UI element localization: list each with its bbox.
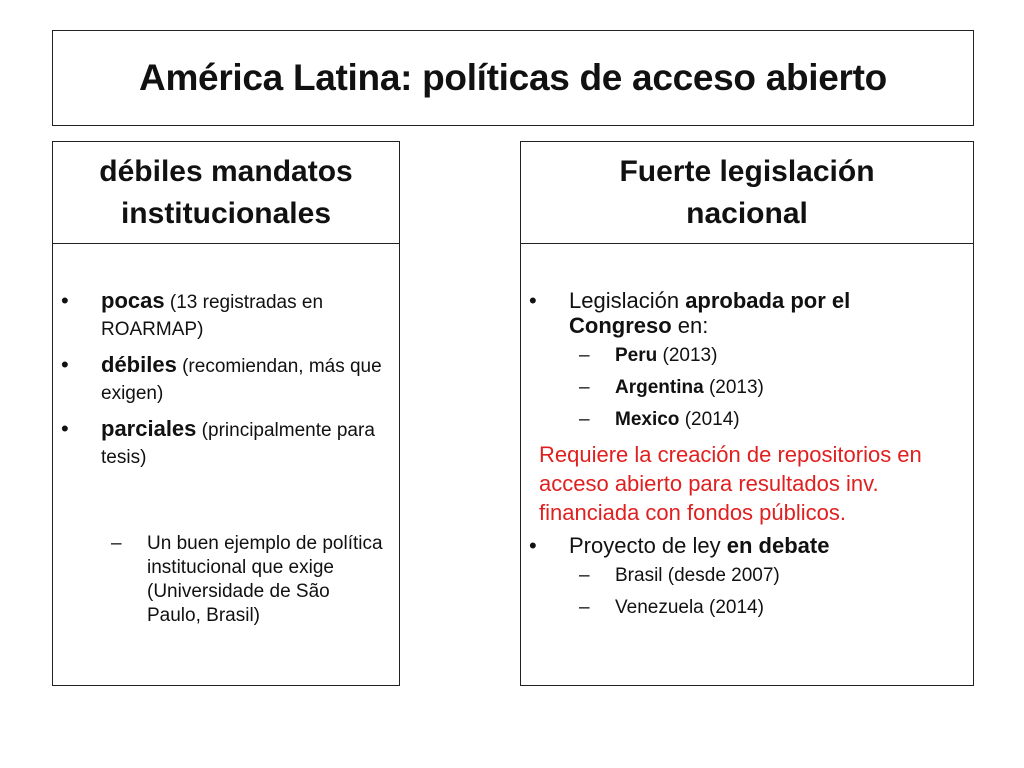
bullet-text: Legislación xyxy=(569,288,686,313)
sub-list-item xyxy=(521,344,957,368)
sub-list-item: – Venezuela (2014) xyxy=(521,596,957,620)
list-item xyxy=(53,288,383,342)
requirement-note: Requiere la creación de repositorios en acceso abierto para resultados inv. financiada con fondos públicos. xyxy=(539,442,922,525)
sub-list-item xyxy=(521,408,957,432)
sub-list-item: – Un buen ejemplo de política institucional que exige (Universidade de São Paulo, Brasil) xyxy=(53,532,383,628)
right-bullet-list xyxy=(521,288,957,338)
bullet-bold-text: pocas xyxy=(101,288,165,313)
list-item xyxy=(521,533,957,558)
list-item xyxy=(53,352,383,406)
bullet-text: Proyecto de ley xyxy=(569,533,727,558)
country-name: Peru xyxy=(615,345,658,366)
country-year: (2014) xyxy=(679,409,740,430)
country-year: (2013) xyxy=(703,377,764,398)
bullet-text: (recomiendan, más que exigen) xyxy=(101,356,382,404)
right-heading-line1: Fuerte legislación xyxy=(619,154,875,188)
right-panel xyxy=(520,141,974,686)
left-bullet-list xyxy=(53,288,383,470)
country-year: (2013) xyxy=(657,345,718,366)
bullet-bold-text: aprobada por el Congreso xyxy=(569,288,851,338)
country-name: Argentina xyxy=(615,377,704,398)
country-name: Mexico xyxy=(615,409,680,430)
sub-list-item xyxy=(521,376,957,400)
left-heading-line1: débiles mandatos xyxy=(99,154,353,188)
list-item xyxy=(53,416,383,470)
right-panel-body xyxy=(521,244,973,620)
left-panel xyxy=(52,141,400,686)
right-bullet-list-2 xyxy=(521,533,957,558)
title-box xyxy=(52,30,974,126)
sub-list-item: – Brasil (desde 2007) xyxy=(521,564,957,588)
list-item xyxy=(521,288,957,338)
bullet-bold-text: en debate xyxy=(726,533,830,558)
left-panel-body xyxy=(53,244,399,628)
bullet-text: (principalmente para tesis) xyxy=(101,420,375,468)
left-heading-line2: institucionales xyxy=(120,196,332,230)
legislation-country-list xyxy=(521,344,957,432)
debate-country-list xyxy=(521,564,957,620)
right-panel-heading xyxy=(521,142,973,244)
slide-title: América Latina: políticas de acceso abierto xyxy=(139,57,887,98)
right-heading-line2: nacional xyxy=(686,196,808,230)
bullet-bold-text: débiles xyxy=(101,352,177,377)
bullet-bold-text: parciales xyxy=(101,416,197,441)
bullet-text: (13 registradas en ROARMAP) xyxy=(101,292,324,340)
left-sub-list xyxy=(53,532,383,628)
left-panel-heading xyxy=(53,142,399,244)
bullet-text: en: xyxy=(671,313,709,338)
